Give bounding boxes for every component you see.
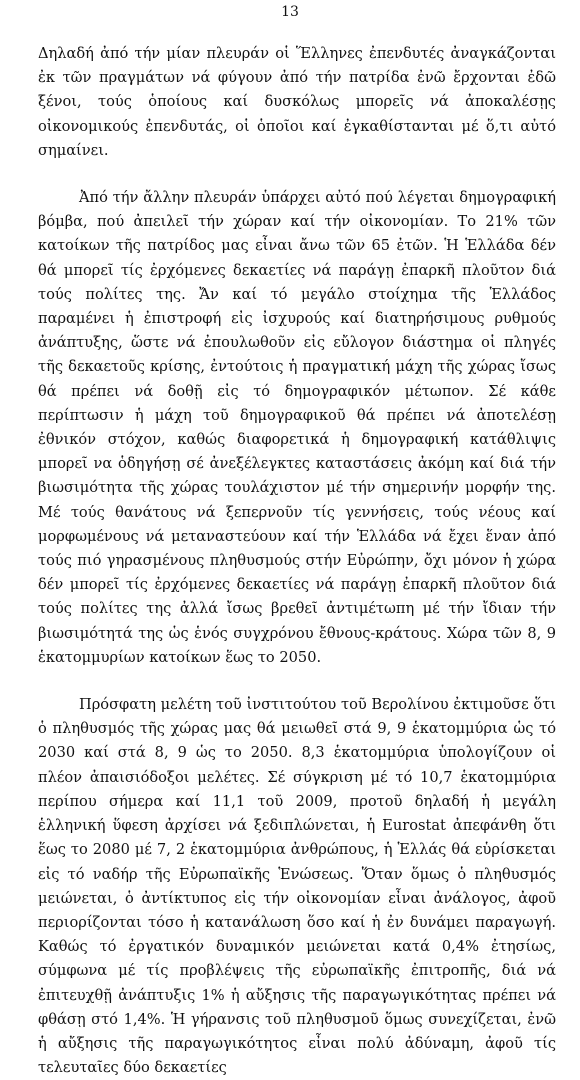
paragraph-2: Ἀπό τήν ἄλλην πλευράν ὑπάρχει αὐτό πού λέγεται δημογραφική βόμβα, πού ἀπειλεῖ τήν χώραν καί τήν οἰκονομίαν. Το 21% τῶν κατοίκων τῆς πατρίδος μας εἶναι ἄνω τῶν 65 ἐτῶν. Ἡ Ἑλλάδα δέν θά μπορεῖ τίς ἐρχόμενες δεκαετίες νά παράγῃ ἐπαρκῆ πλοῦτον διά τούς πολίτες της. Ἄν καί τό μεγάλο στοίχημα τῆς Ἑλλάδος παραμένει ἡ ἐπιστροφή εἰς ἰσχυρούς καί διατηρήσιμους ρυθμούς ἀνάπτυξης, ὥστε νά ἐπουλωθοῦν εἰς εὔλογον διάστημα οἱ πληγές τῆς δεκαετοῦς κρίσης, ἐντούτοις ἡ πραγματική μάχη τῆς χώρας ἴσως θά πρέπει νά δοθῇ εἰς τό δημογραφικόν μέτωπον. Σέ κάθε περίπτωσιν ἡ μάχη τοῦ δημογραφικοῦ θά πρέπει νά ἀποτελέσῃ ἐθνικόν στόχον, καθώς διαφορετικά ἡ δημογραφική κατάθλιψις μπορεῖ να ὁδηγήσῃ σέ ἀνεξέλεγκτες καταστάσεις ἀκόμη καί διά τήν βιωσιμότητα τῆς χώρας τουλάχιστον μέ τήν σημερινήν μορφήν της. Μέ τούς θανάτους νά ξεπερνοῦν τίς γεννήσεις, τούς νέους καί μορφωμένους νά μεταναστεύουν καί τήν Ἑλλάδα νά ἔχει ἕναν ἀπό τούς πιό γηρασμένους πληθυσμούς στήν Εὐρώπην, ὄχι μόνον ἡ χώρα δέν μπορεῖ τίς ἐρχόμενες δεκαετίες νά παράγῃ ἐπαρκῆ πλοῦτον διά τούς πολίτες της ἀλλά ἴσως βρεθεῖ ἀντιμέτωπη μέ τήν ἴδιαν τήν βιωσιμότητά της ὡς ἑνός συγχρόνου ἔθνους-κράτους. Χώρα τῶν 8, 9 ἑκατομμυρίων κατοίκων ἕως το 2050. xyxy=(38,189,556,666)
paragraph-1: Δηλαδή ἀπό τήν μίαν πλευράν οἱ Ἕλληνες ἐπενδυτές ἀναγκάζονται ἐκ τῶν πραγμάτων νά φύγουν ἀπό τήν πατρίδα ἐνῶ ἔρχονται ἐδῶ ξένοι, τούς ὁποίους καί δυσκόλως μπορεῖς νά ἀποκαλέσῃς οἰκονομικούς ἐπενδυτάς, οἱ ὁποῖοι καί ἐγκαθίστανται μέ ὅ,τι αὐτό σημαίνει. xyxy=(38,45,556,159)
paragraph-3: Πρόσφατη μελέτη τοῦ ἰνστιτούτου τοῦ Βερολίνου ἐκτιμοῦσε ὅτι ὁ πληθυσμός τῆς χώρας μας θά μειωθεῖ στά 9, 9 ἑκατομμύρια ὡς τό 2030 καί στά 8, 9 ὡς το 2050. 8,3 ἑκατομμύρια ὑπολογίζουν οἱ πλέον ἀπαισιόδοξοι μελέτες. Σέ σύγκριση μέ τό 10,7 ἑκατομμύρια περίπου σήμερα καί 11,1 τοῦ 2009, προτοῦ δηλαδή ἡ μεγάλη ἑλληνική ὕφεση ἀρχίσει νά ξεδιπλώνεται, ἡ Eurostat ἀπεφάνθη ὅτι ἕως το 2080 μέ 7, 2 ἑκατομμύρια ἀνθρώπους, ἡ Ἑλλάς θά εὑρίσκεται εἰς τό ναδήρ τῆς Εὐρωπαϊκῆς Ἑνώσεως. Ὅταν ὅμως ὁ πληθυσμός μειώνεται, ὁ ἀντίκτυπος εἰς τήν οἰκονομίαν εἶναι ἀνάλογος, ἀφοῦ περιορίζονται τόσο ἡ κατανάλωση ὅσο καί ἡ ἐν δυνάμει παραγωγή. Καθώς τό ἐργατικόν δυναμικόν μειώνεται κατά 0,4% ἐτησίως, σύμφωνα μέ τίς προβλέψεις τῆς εὐρωπαϊκῆς ἐπιτροπῆς, διά νά ἐπιτευχθῇ ἀνάπτυξις 1% ἡ αὔξησις τῆς παραγωγικότητας πρέπει νά φθάσῃ στό 1,4%. Ἡ γήρανσις τοῦ πληθυσμοῦ ὅμως συνεχίζεται, ἐνῶ ἡ αὔξησις τῆς παραγωγικότητος εἶναι πολύ ἀδύναμη, ἀφοῦ τίς τελευταῖες δύο δεκαετίες xyxy=(38,696,556,1077)
body-text xyxy=(38,42,556,1080)
page-number: 13 xyxy=(281,4,299,20)
